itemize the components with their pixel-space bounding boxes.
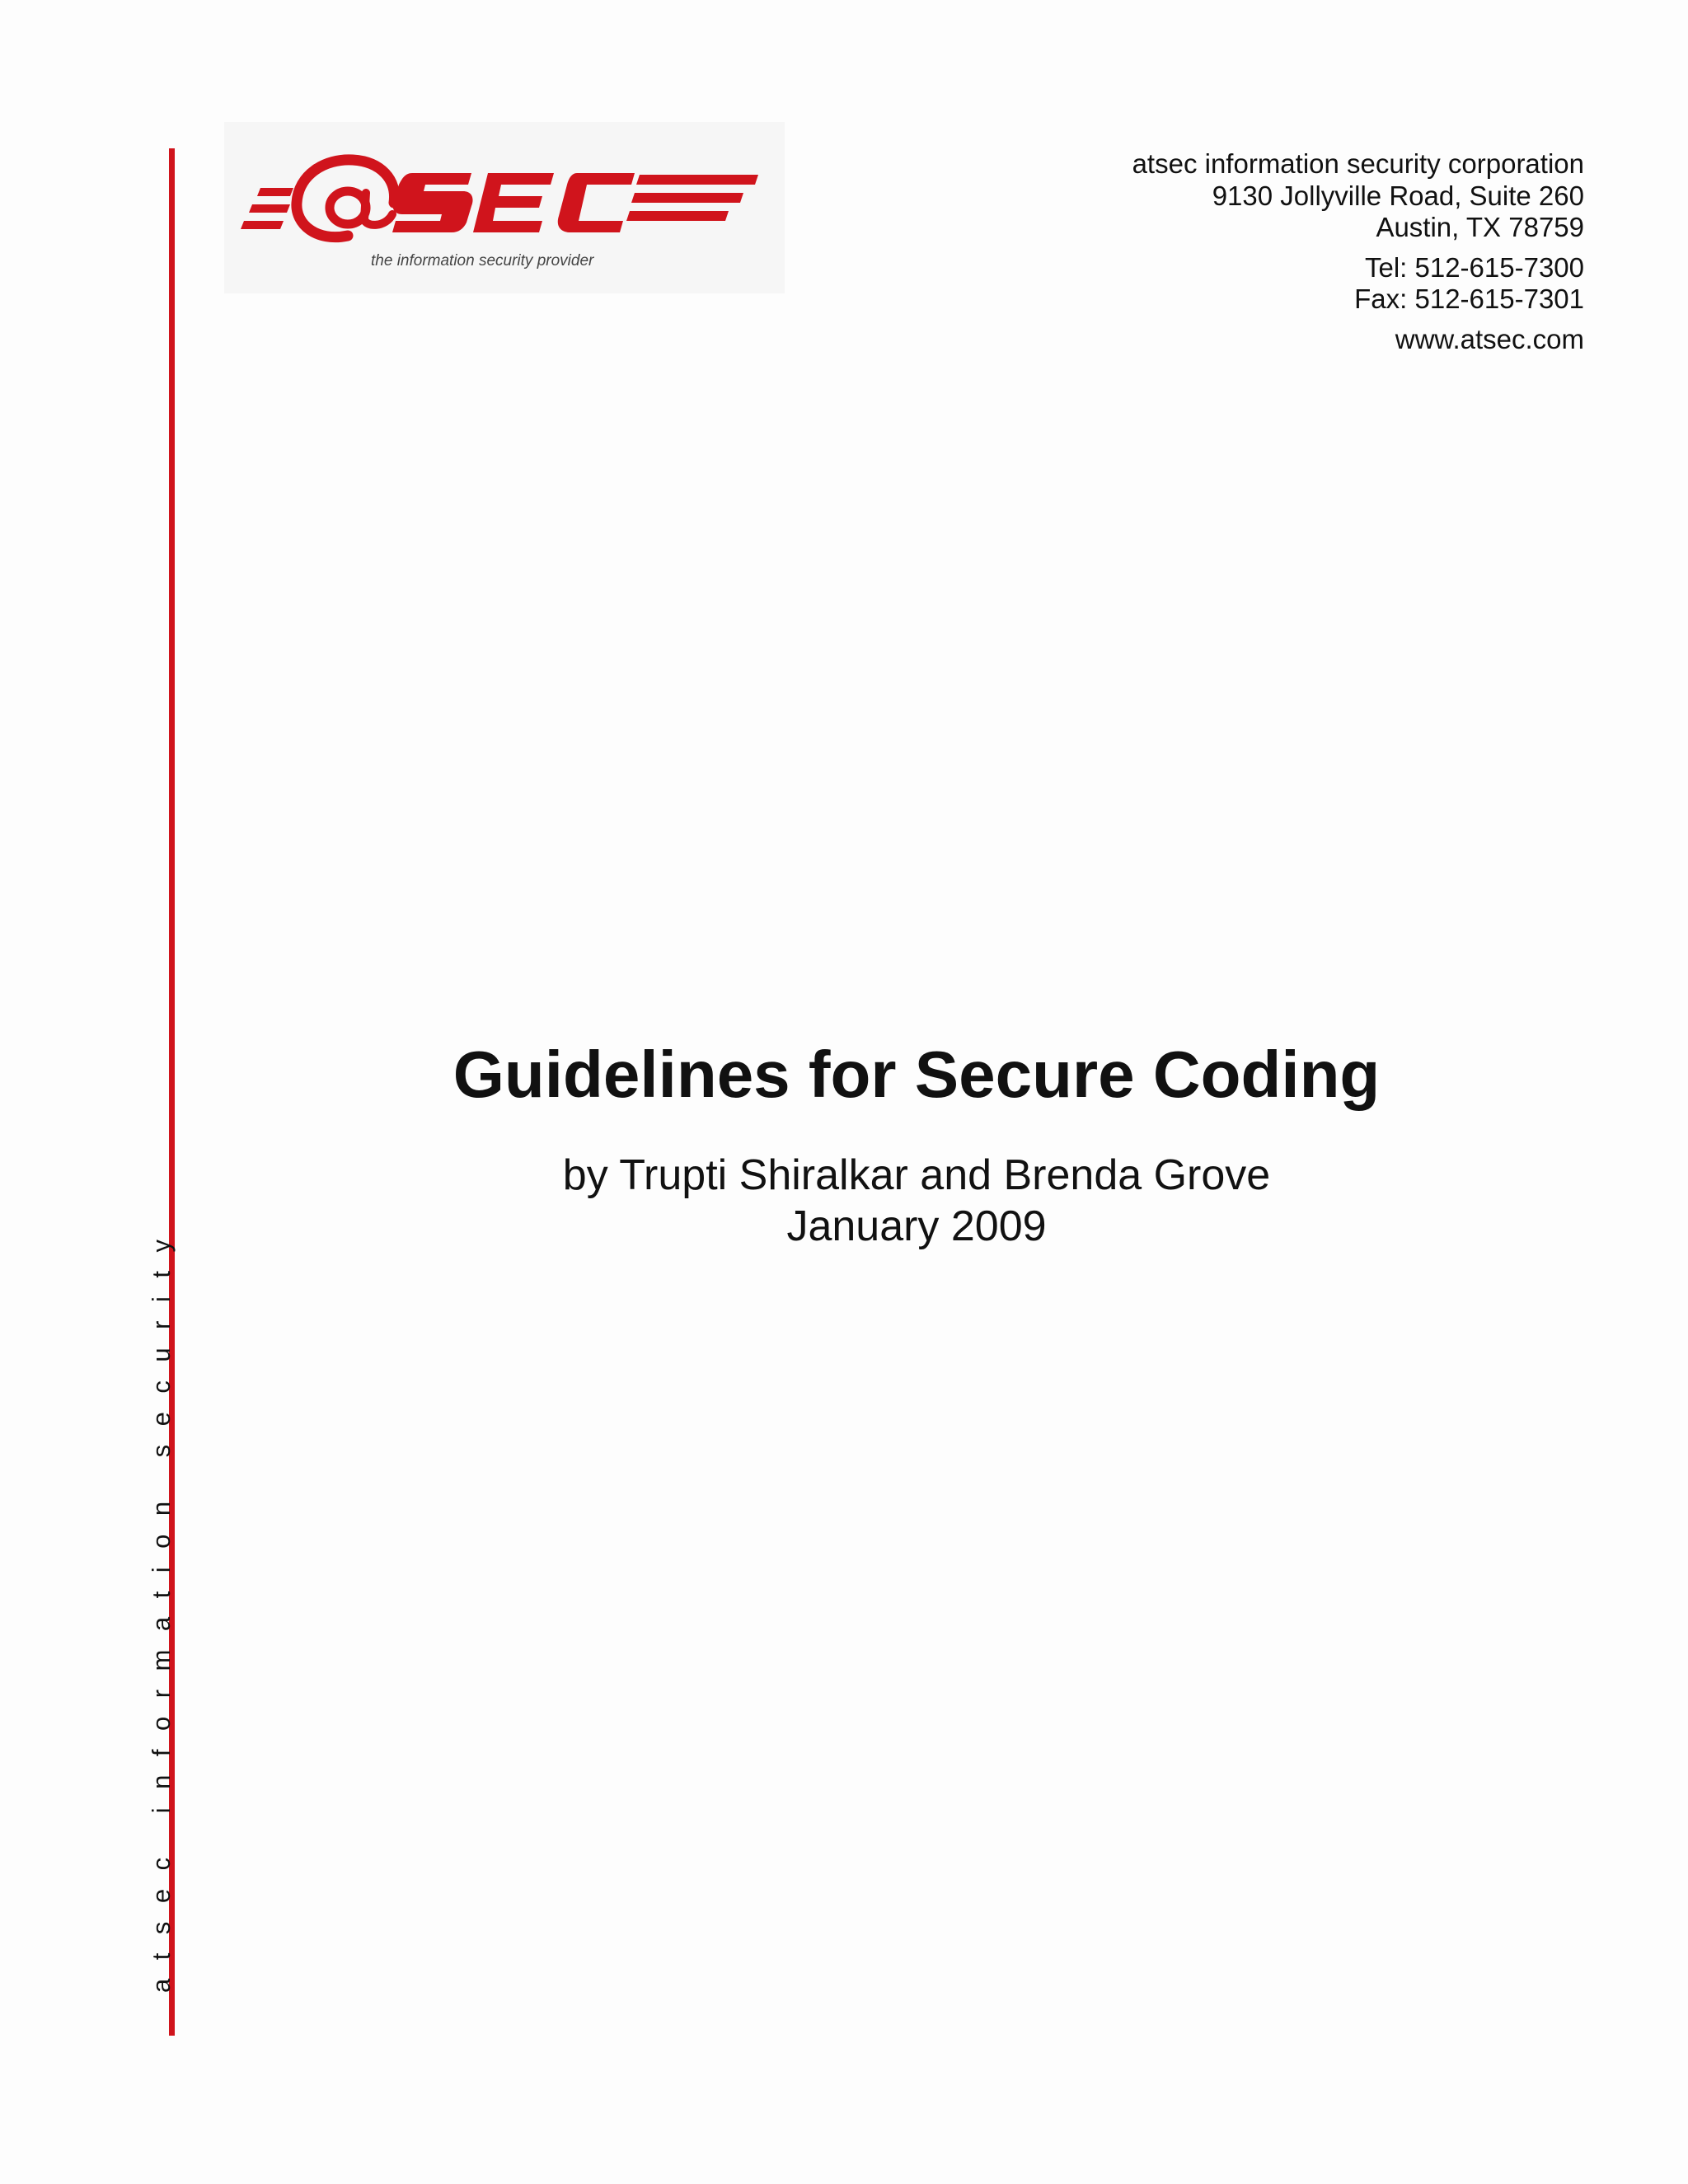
vertical-sidebar-text: atsec information security xyxy=(147,1221,176,1993)
byline-block xyxy=(175,1150,1658,1252)
author-line: by Trupti Shiralkar and Brenda Grove xyxy=(562,1151,1271,1199)
logo-left-stripes xyxy=(241,188,293,229)
fax-number: Fax: 512-615-7301 xyxy=(1354,284,1584,314)
company-name: atsec information security corporation xyxy=(1132,148,1584,179)
atsec-logo xyxy=(224,122,785,293)
date-line: January 2009 xyxy=(786,1202,1047,1250)
city-state-zip: Austin, TX 78759 xyxy=(1376,212,1584,242)
logo-wordmark-sec xyxy=(392,173,635,232)
telephone-number: Tel: 512-615-7300 xyxy=(1364,251,1584,283)
street-address: 9130 Jollyville Road, Suite 260 xyxy=(1212,180,1584,211)
company-address-block xyxy=(842,148,1584,355)
document-title: Guidelines for Secure Coding xyxy=(452,1038,1381,1111)
logo-tagline: the information security provider xyxy=(371,252,594,269)
logo-right-stripes xyxy=(626,175,758,221)
logo-at-symbol xyxy=(297,160,395,237)
website-url: www.atsec.com xyxy=(1395,323,1584,354)
